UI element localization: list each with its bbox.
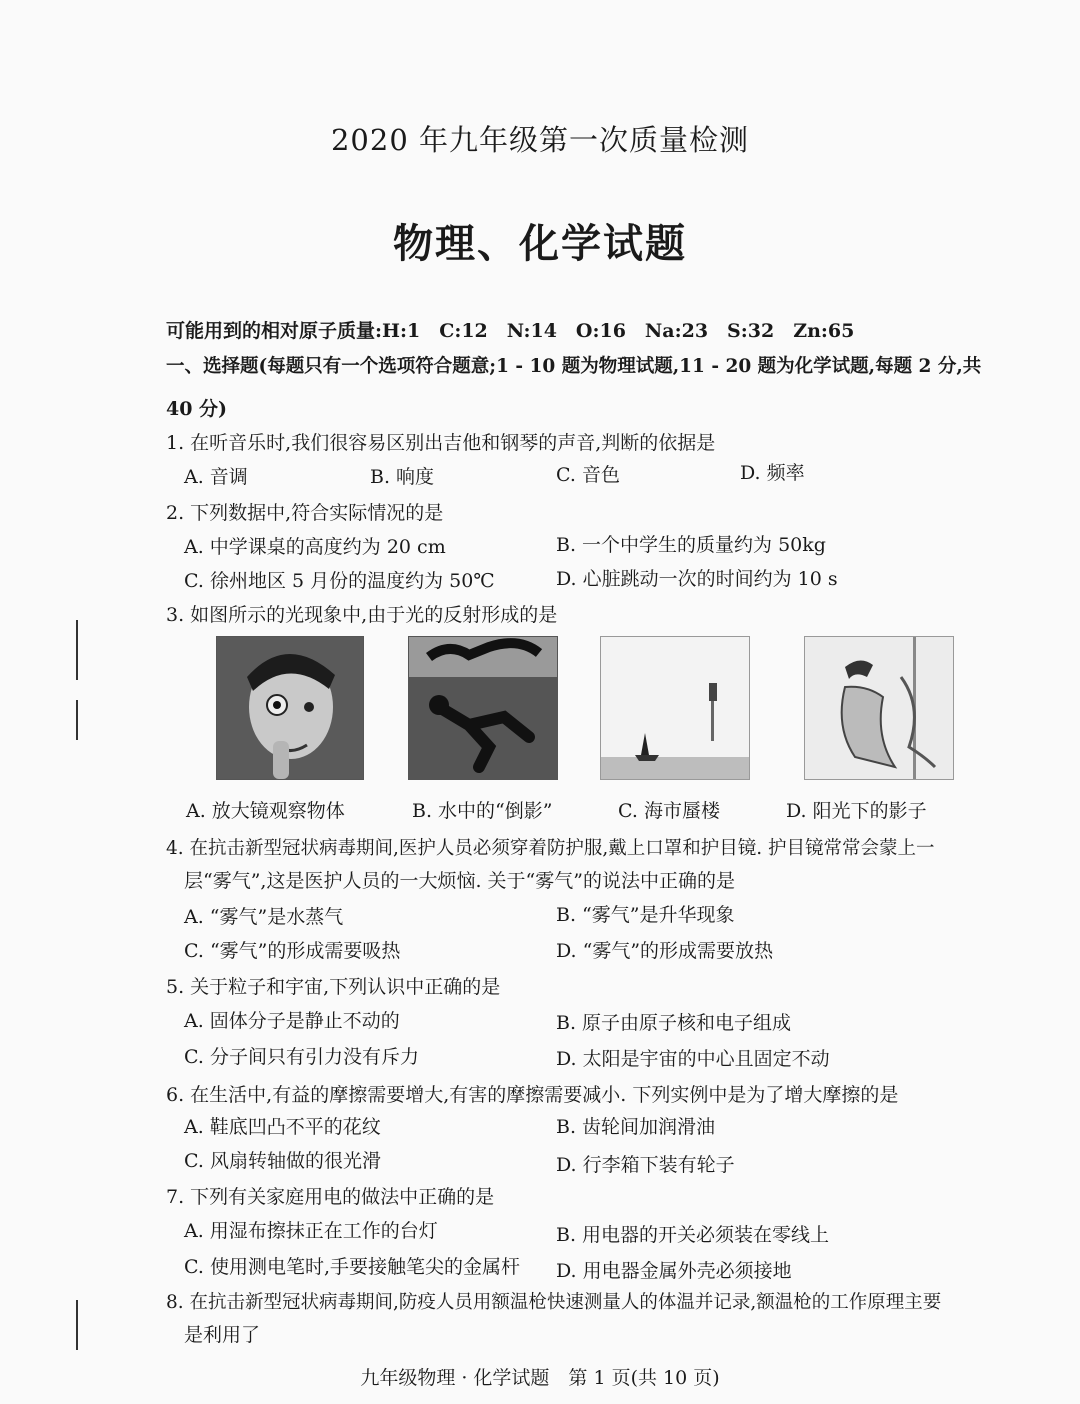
exam-title: 2020 年九年级第一次质量检测 (330, 123, 750, 157)
figure-caption-d: D. 阳光下的影子 (786, 800, 927, 822)
question-7-option-c: C. 使用测电笔时,手要接触笔尖的金属杆 (184, 1256, 520, 1278)
binding-mark (76, 1300, 78, 1350)
question-6-option-d: D. 行李箱下装有轮子 (556, 1154, 735, 1176)
atomic-mass-line: 可能用到的相对原子质量:H:1 C:12 N:14 O:16 Na:23 S:32 Zn:65 (166, 320, 855, 342)
question-5-option-d: D. 太阳是宇宙的中心且固定不动 (556, 1048, 830, 1070)
question-2-option-c: C. 徐州地区 5 月份的温度约为 50℃ (184, 570, 495, 592)
binding-mark (76, 700, 78, 740)
question-5-option-c: C. 分子间只有引力没有斥力 (184, 1046, 419, 1068)
section1-instructions: 一、选择题(每题只有一个选项符合题意;1 - 10 题为物理试题,11 - 20 题为化学试题,每题 2 分,共 (166, 356, 982, 377)
question-6-option-a: A. 鞋底凹凸不平的花纹 (184, 1116, 381, 1138)
question-1-stem: 1. 在听音乐时,我们很容易区别出吉他和钢琴的声音,判断的依据是 (166, 432, 716, 454)
figure-caption-c: C. 海市蜃楼 (618, 800, 720, 822)
figure-caption-b: B. 水中的“倒影” (412, 800, 553, 822)
question-4-option-b: B. “雾气”是升华现象 (556, 904, 735, 926)
question-1-option-c: C. 音色 (556, 464, 620, 486)
question-1-option-d: D. 频率 (740, 462, 805, 484)
question-6-option-b: B. 齿轮间加润滑油 (556, 1116, 716, 1138)
question-4-option-d: D. “雾气”的形成需要放热 (556, 940, 774, 962)
question-6-option-c: C. 风扇转轴做的很光滑 (184, 1150, 381, 1172)
question-2-option-b: B. 一个中学生的质量约为 50kg (556, 534, 826, 556)
question-5-stem: 5. 关于粒子和宇宙,下列认识中正确的是 (166, 976, 501, 998)
page-footer: 九年级物理 · 化学试题 第 1 页(共 10 页) (360, 1367, 720, 1389)
question-6-stem: 6. 在生活中,有益的摩擦需要增大,有害的摩擦需要减小. 下列实例中是为了增大摩擦的是 (166, 1084, 899, 1106)
question-8-stem-cont: 是利用了 (184, 1324, 261, 1346)
question-4-stem: 4. 在抗击新型冠状病毒期间,医护人员必须穿着防护服,戴上口罩和护目镜. 护目镜常常会蒙上一 (166, 838, 935, 859)
figure-caption-a: A. 放大镜观察物体 (186, 800, 345, 822)
question-8-stem: 8. 在抗击新型冠状病毒期间,防疫人员用额温枪快速测量人的体温并记录,额温枪的工作原理主要 (166, 1292, 942, 1313)
question-3-stem: 3. 如图所示的光现象中,由于光的反射形成的是 (166, 604, 558, 626)
question-2-option-d: D. 心脏跳动一次的时间约为 10 s (556, 568, 838, 590)
question-7-option-d: D. 用电器金属外壳必须接地 (556, 1260, 792, 1282)
question-1-option-a: A. 音调 (184, 466, 248, 488)
question-7-stem: 7. 下列有关家庭用电的做法中正确的是 (166, 1186, 495, 1208)
question-5-option-b: B. 原子由原子核和电子组成 (556, 1012, 792, 1034)
question-5-option-a: A. 固体分子是静止不动的 (184, 1010, 400, 1032)
question-7-option-a: A. 用湿布擦抹正在工作的台灯 (184, 1220, 438, 1242)
figure-shadow (804, 636, 954, 780)
exam-subject: 物理、化学试题 (393, 220, 687, 267)
question-4-stem-cont: 层“雾气”,这是医护人员的一大烦恼. 关于“雾气”的说法中正确的是 (184, 870, 735, 892)
section1-instructions-cont: 40 分) (166, 398, 228, 420)
question-7-option-b: B. 用电器的开关必须装在零线上 (556, 1224, 830, 1246)
question-2-stem: 2. 下列数据中,符合实际情况的是 (166, 502, 444, 524)
question-1-option-b: B. 响度 (370, 466, 435, 488)
figure-water-reflection (408, 636, 558, 780)
binding-mark (76, 620, 78, 680)
question-2-option-a: A. 中学课桌的高度约为 20 cm (184, 536, 446, 558)
question-4-option-a: A. “雾气”是水蒸气 (184, 906, 344, 928)
question-4-option-c: C. “雾气”的形成需要吸热 (184, 940, 401, 962)
figure-magnifier-face (216, 636, 364, 780)
figure-mirage (600, 636, 750, 780)
